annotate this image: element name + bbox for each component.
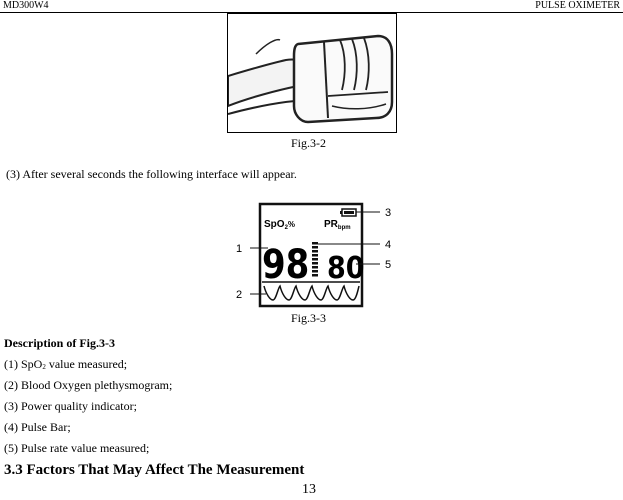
spo2-value: 98 [262, 241, 310, 288]
callout-3: 3 [385, 207, 392, 219]
page-number: 13 [302, 482, 316, 497]
description-item-1: (1) SpO2 value measured; [4, 357, 128, 371]
finger-oximeter-image [227, 13, 397, 133]
description-item-4: (4) Pulse Bar; [4, 420, 71, 434]
figure-caption-3-3: Fig.3-3 [291, 311, 327, 325]
pulse-bar [312, 242, 318, 277]
oximeter-display-svg [228, 200, 398, 310]
header-right: PULSE OXIMETER [535, 0, 620, 11]
oximeter-display-diagram [228, 200, 398, 310]
figure-caption-3-2: Fig.3-2 [291, 136, 327, 150]
callout-4: 4 [385, 239, 392, 251]
description-item-2: (2) Blood Oxygen plethysmogram; [4, 378, 173, 392]
description-item-3: (3) Power quality indicator; [4, 399, 137, 413]
header-left: MD300W4 [3, 0, 49, 11]
pr-label: $PR_{bpm}$ [324, 219, 351, 231]
intro-paragraph: (3) After several seconds the following interface will appear. [6, 167, 297, 181]
spo2-label: SpO$_2$% [264, 219, 296, 231]
callout-1: 1 [236, 243, 243, 255]
callout-5: 5 [385, 259, 392, 271]
battery-icon [340, 209, 356, 216]
section-heading: 3.3 Factors That May Affect The Measurement [4, 462, 305, 478]
callout-2: 2 [236, 289, 243, 301]
pr-value: 80 [327, 250, 365, 286]
description-title: Description of Fig.3-3 [4, 336, 115, 350]
description-item-5: (5) Pulse rate value measured; [4, 441, 150, 455]
finger-oximeter-illustration [228, 14, 397, 133]
